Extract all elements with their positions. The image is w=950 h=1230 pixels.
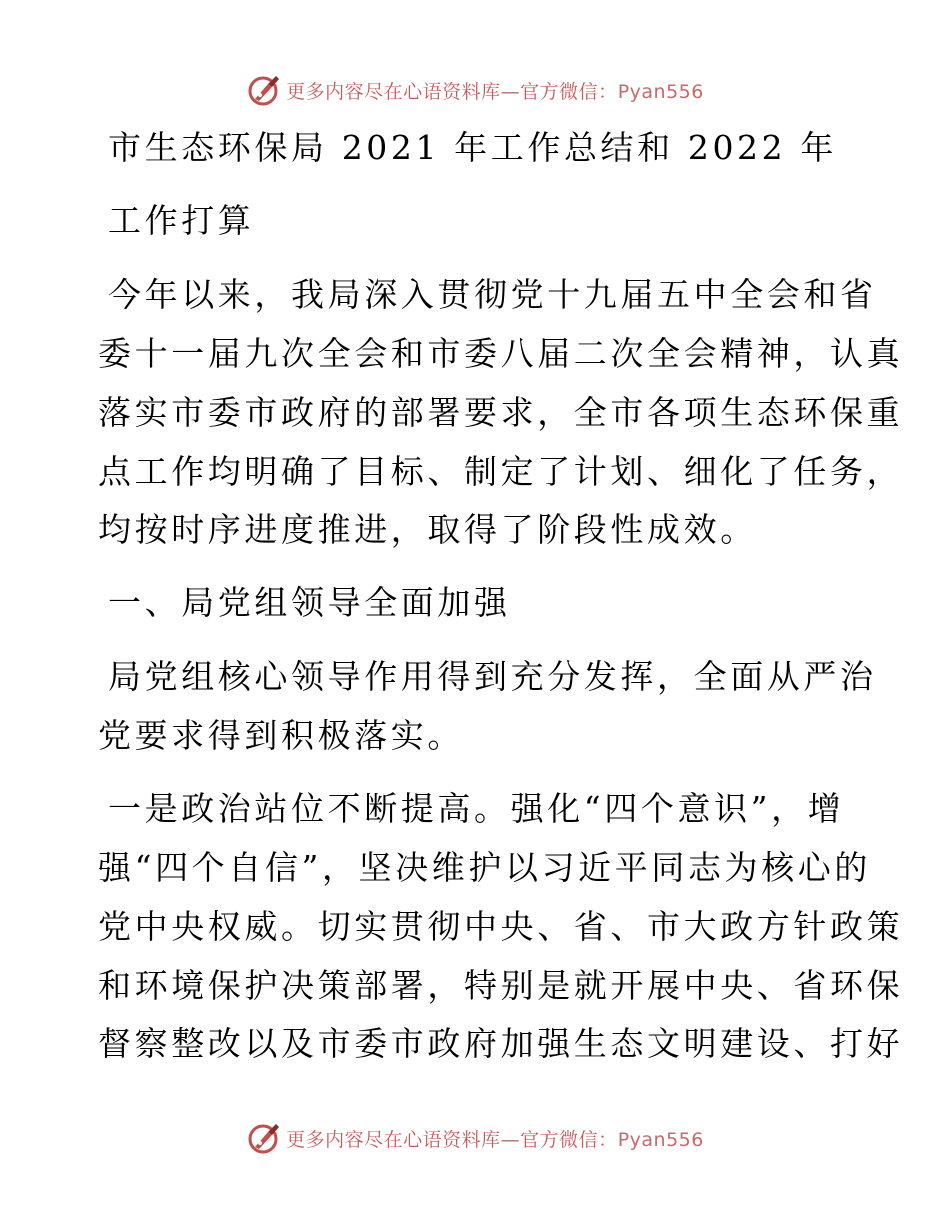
p2-line: 强“四个自信”，坚决维护以习近平同志为核心的 xyxy=(98,848,871,887)
watermark-wechat-id: Pyan556 xyxy=(617,80,704,103)
watermark-cn2: 官方微信： xyxy=(520,80,618,103)
p1-line: 局党组核心领导作用得到充分发挥，全面从严治 xyxy=(108,657,877,696)
header-watermark xyxy=(0,70,950,110)
intro-line: 点工作均明确了目标、制定了计划、细化了任务， xyxy=(98,452,904,491)
pen-logo-icon xyxy=(246,72,282,108)
p2-line: 党中央权威。切实贯彻中央、省、市大政方针政策 xyxy=(98,907,904,946)
watermark-cn: 更多内容尽在心语资料库 xyxy=(286,1128,501,1151)
intro-line: 落实市委市政府的部署要求，全市各项生态环保重 xyxy=(98,393,904,432)
doc-title-line2: 工作打算 xyxy=(108,201,255,240)
p2-line: 一是政治站位不断提高。强化“四个意识”，增 xyxy=(108,789,845,828)
intro-line: 均按时序进度推进，取得了阶段性成效。 xyxy=(98,510,757,549)
watermark-cn: 更多内容尽在心语资料库 xyxy=(286,80,501,103)
p2-line: 督察整改以及市委市政府加强生态文明建设、打好 xyxy=(98,1024,904,1063)
watermark-separator: — xyxy=(500,1128,521,1151)
section-heading-1: 一、局党组领导全面加强 xyxy=(108,583,511,622)
footer-watermark xyxy=(0,1118,950,1158)
watermark-separator: — xyxy=(500,80,521,103)
intro-line: 委十一届九次全会和市委八届二次全会精神，认真 xyxy=(98,334,904,373)
p2-line: 和环境保护决策部署，特别是就开展中央、省环保 xyxy=(98,966,904,1005)
watermark-cn2: 官方微信： xyxy=(520,1128,618,1151)
watermark-text xyxy=(286,1125,704,1152)
watermark-wechat-id: Pyan556 xyxy=(617,1128,704,1151)
doc-title-line1: 市生态环保局 2021 年工作总结和 2022 年 xyxy=(108,128,837,167)
p1-line: 党要求得到积极落实。 xyxy=(98,716,464,755)
pen-logo-icon xyxy=(246,1120,282,1156)
watermark-text xyxy=(286,77,704,104)
intro-line: 今年以来，我局深入贯彻党十九届五中全会和省 xyxy=(108,275,877,314)
